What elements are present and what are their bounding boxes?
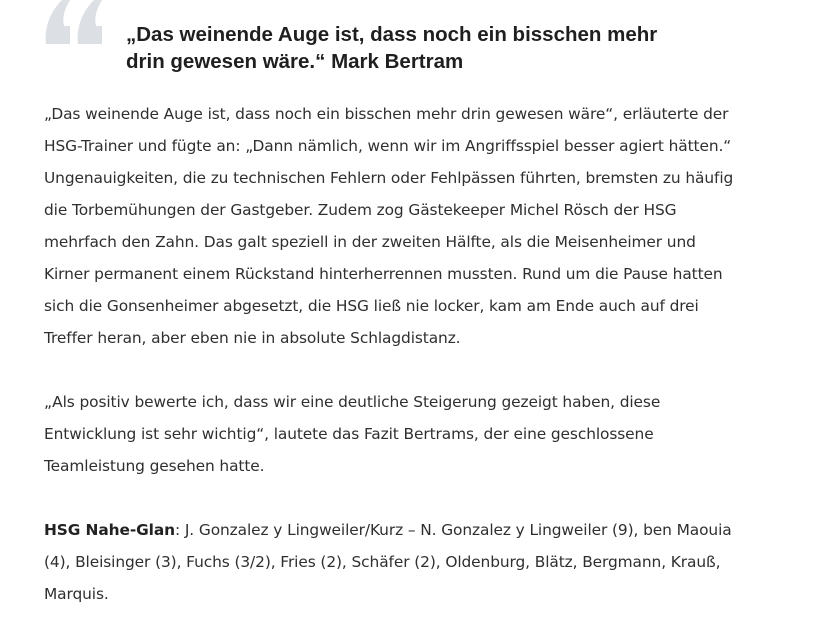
pull-quote (44, 0, 684, 80)
article-paragraph: „Als positiv bewerte ich, dass wir eine deutliche Steigerung gezeigt haben, diese Entwicklung ist sehr wichtig“, lautete das Fazit Bertrams, der eine geschlossene Teamleistung gesehen hatte. (44, 393, 661, 475)
quote-icon (44, 0, 108, 46)
article-body (44, 98, 734, 642)
article-paragraph: „Das weinende Auge ist, dass noch ein bisschen mehr drin gewesen wäre“, erläuterte der HSG-Trainer und fügte an: „Dann nämlich, wenn wir im Angriffsspiel besser agiert hätten.“ Ungenauigkeiten, die zu technischen Fehlern oder Fehlpässen führten, bremsten zu häufig die Torbemühungen der Gastgeber. Zudem zog Gästekeeper Michel Rösch der HSG mehrfach den Zahn. Das galt speziell in der zweiten Hälfte, als die Meisenheimer und Kirner permanent einem Rückstand hinterherrennen mussten. Rund um die Pause hatten sich die Gonsenheimer abgesetzt, die HSG ließ nie locker, kam am Ende auch auf drei Treffer heran, aber eben nie in absolute Schlagdistanz. (44, 105, 734, 347)
lineup-team-name: HSG Nahe-Glan (44, 521, 175, 539)
lineup-paragraph (44, 514, 734, 610)
lineup-players: : J. Gonzalez y Lingweiler/Kurz – N. Gonzalez y Lingweiler (9), ben Maouia (4), Bleisinger (3), Fuchs (3/2), Fries (2), Schäfer (2), Oldenburg, Blätz, Bergmann, Krauß, Marquis. (44, 521, 732, 603)
pull-quote-text: „Das weinende Auge ist, dass noch ein bisschen mehr drin gewesen wäre.“ Mark Bertram (126, 23, 658, 73)
